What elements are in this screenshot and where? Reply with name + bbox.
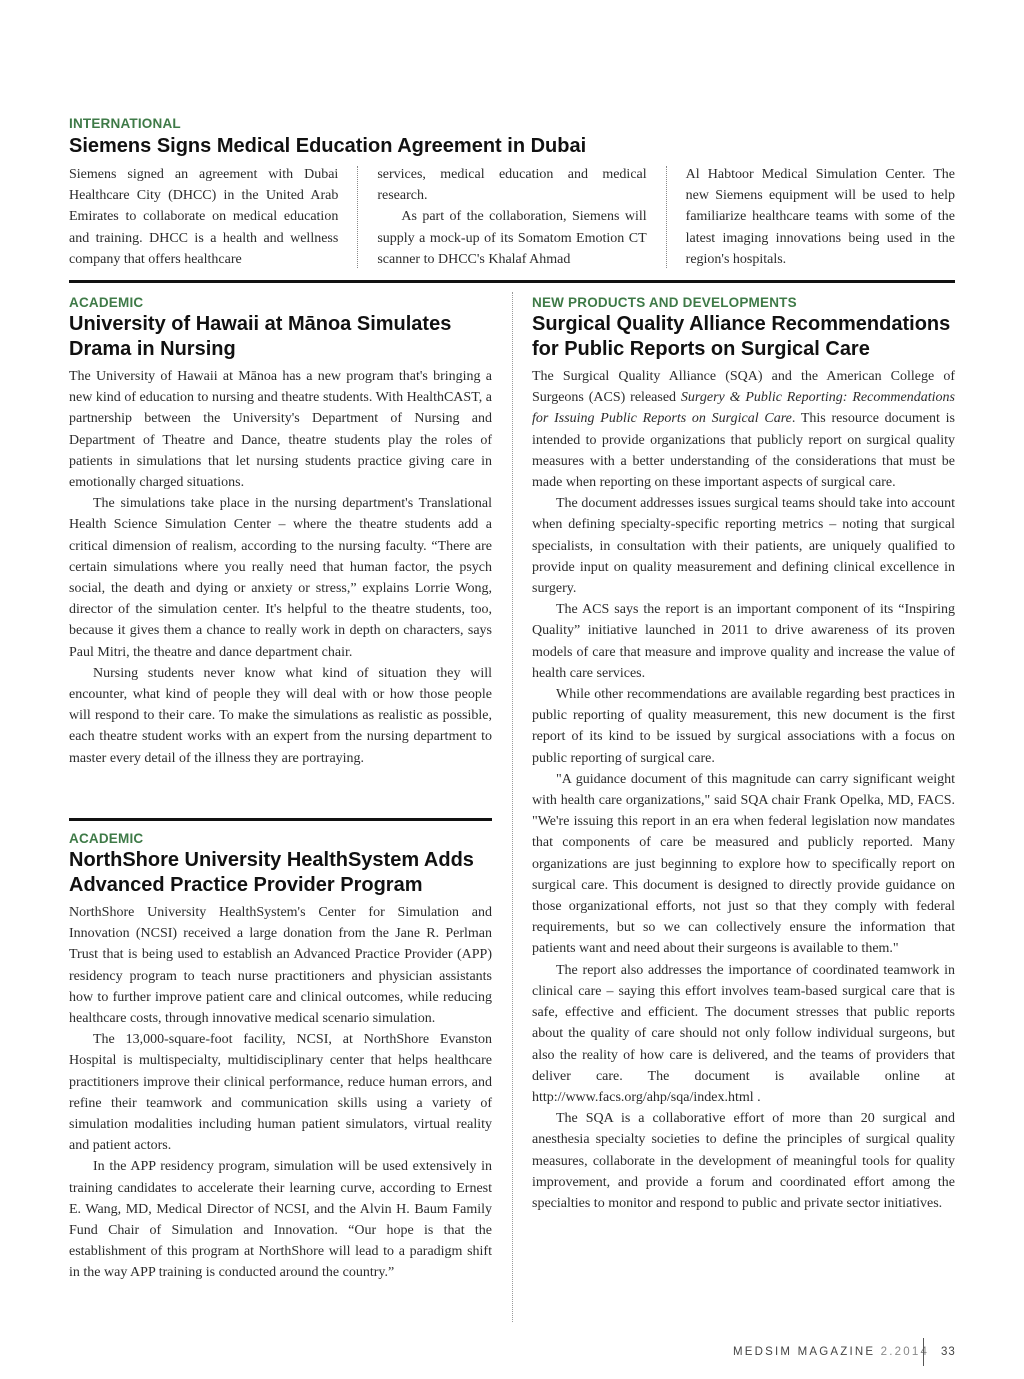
text-run: The Surgical Quality Alliance (SQA) and the American College of Surgeons (ACS) released xyxy=(532,369,955,406)
three-column-body xyxy=(69,164,955,270)
paragraph: The 13,000-square-foot facility, NCSI, at NorthShore Evanston Hospital is multispecialty, multidisciplinary center that helps healthcare practitioners improve their clinical performance, reduce human errors, and refine their teamwork and communication skills using a variety of simulation modalities including human patient simulators, virtual reality and patient actors. xyxy=(69,1032,492,1154)
paragraph: The simulations take place in the nursing department's Translational Health Science Simulation Center – where the theatre students add a critical dimension of realism, according to the nursing faculty. “There are certain simulations where you really need that human factor, the psych social, the death and dying or anxiety or stress,” explains Lorrie Wong, director of the simulation center. It's helpful to the theatre students, too, because it gives them a chance to really work in depth on characters, says Paul Mitri, the theatre and dance department chair. xyxy=(69,496,492,660)
column-2 xyxy=(377,164,646,270)
article-headline: NorthShore University HealthSystem Adds Advanced Practice Provider Program xyxy=(69,849,474,896)
paragraph: The SQA is a collaborative effort of more than 20 surgical and anesthesia specialty societies to define the principles of surgical quality measures, collaborate in the development of meaningful tools for quality improvement, and provide a forum and coordinated effort among the specialties to monitor and respond to public and private sector initiatives. xyxy=(532,1111,955,1211)
article-body xyxy=(69,366,492,769)
paragraph: The ACS says the report is an important component of its “Inspiring Quality” initiative launched in 2011 to drive awareness of its proven models of care that measure and improve quality and increase the value of health care services. xyxy=(532,602,955,681)
page-footer xyxy=(733,1338,973,1366)
paragraph: As part of the collaboration, Siemens will supply a mock-up of its Somatom Emotion CT scanner to DHCC's Khalaf Ahmad xyxy=(377,209,647,267)
article-headline: University of Hawaii at Mānoa Simulates Drama in Nursing xyxy=(69,313,452,360)
article-siemens-dubai xyxy=(69,116,955,270)
paragraph: NorthShore University HealthSystem's Center for Simulation and Innovation (NCSI) received a large donation from the Jane R. Perlman Trust that is being used to establish an Advanced Practice Provider (APP) residency program to teach nurse practitioners and physician assistants how to further improve patient care and clinical outcomes, while reducing healthcare costs, through innovative medical scenario simulation. xyxy=(69,905,492,1027)
report-title: Surgery & Public Reporting: Recommendations for Issuing Public Reports on Surgical Care xyxy=(532,390,955,427)
paragraph: The University of Hawaii at Mānoa has a new program that's bringing a new kind of education to nursing and theatre students. With HealthCAST, a partnership between the University's Department of Nursing and Department of Theatre and Dance, theatre students play the roles of patients in simulations that let nursing students practice giving care in emotionally charged situations. xyxy=(69,369,492,491)
column-1 xyxy=(69,164,338,270)
paragraph: Al Habtoor Medical Simulation Center. The new Siemens equipment will be used to help familiarize healthcare teams with some of the latest imaging innovations being used in the region's hospitals. xyxy=(685,167,955,267)
paragraph: While other recommendations are available regarding best practices in public reporting of quality measurement, this new document is the first report of its kind to be issued by surgical associations with a focus on public reporting of surgical care. xyxy=(532,687,955,766)
issue-number: 2.2014 xyxy=(880,1346,930,1358)
paragraph: The report also addresses the importance of coordinated teamwork in clinical care – saying this effort involves team-based surgical care that is safe, effective and efficient. The document stresses that public reports about the quality of care should not only follow individual surgeons, but also the reality of how care is delivered, and the teams of providers that deliver care. The document is available online at http://www.facs.org/ahp/sqa/index.html . xyxy=(532,962,955,1105)
article-body xyxy=(532,366,955,1214)
article-headline: Siemens Signs Medical Education Agreement in Dubai xyxy=(69,135,587,157)
paragraph: services, medical education and medical research. xyxy=(377,167,647,204)
magazine-title: MEDSIM MAGAZINE xyxy=(733,1346,876,1358)
paragraph: Nursing students never know what kind of situation they will encounter, what kind of people they will deal with or how those people will respond to their care. To make the simulations as realistic as possible, each theatre student works with an expert from the nursing department to master every detail of the illness they are portraying. xyxy=(69,665,492,766)
section-kicker: INTERNATIONAL xyxy=(69,116,181,131)
section-kicker: ACADEMIC xyxy=(69,295,144,310)
section-rule xyxy=(69,818,492,821)
footer-divider xyxy=(923,1338,924,1366)
section-kicker: ACADEMIC xyxy=(69,831,144,846)
magazine-name xyxy=(733,1346,929,1358)
article-body xyxy=(69,902,492,1284)
text-run: . This resource document is intended to provide organizations that publicly report on surgical quality measures with a better understanding of the considerations that must be made when reporting on these important aspects of surgical care. xyxy=(532,411,955,491)
article-northshore xyxy=(69,831,492,1284)
column-3 xyxy=(686,164,955,270)
article-surgical-quality-alliance xyxy=(532,295,955,1214)
section-rule xyxy=(69,280,955,283)
section-kicker: NEW PRODUCTS AND DEVELOPMENTS xyxy=(532,295,797,310)
column-divider xyxy=(647,164,686,270)
paragraph: In the APP residency program, simulation will be used extensively in training candidates to accelerate their learning curve, according to Ernest E. Wang, MD, Medical Director of NCSI, and the Alvin H. Baum Family Fund Chair of Simulation and Innovation. “Our hope is that the establishment of this program at NorthShore will lead to a paradigm shift in the way APP training is conducted around the country.” xyxy=(69,1159,492,1281)
paragraph xyxy=(532,366,955,493)
article-hawaii-manoa xyxy=(69,295,492,769)
article-headline: Surgical Quality Alliance Recommendations for Public Reports on Surgical Care xyxy=(532,313,951,360)
column-divider xyxy=(338,164,377,270)
column-divider xyxy=(512,292,513,1322)
paragraph: The document addresses issues surgical teams should take into account when defining specialty-specific reporting metrics – noting that surgical specialists, in consultation with their patients, are uniquely qualified to provide input on quality measurement and defining clinical excellence in surgery. xyxy=(532,496,955,597)
paragraph: Siemens signed an agreement with Dubai Healthcare City (DHCC) in the United Arab Emirates to collaborate on medical education and training. DHCC is a health and wellness company that offers healthcare xyxy=(69,167,339,267)
paragraph: "A guidance document of this magnitude can carry significant weight with health care organizations," said SQA chair Frank Opelka, MD, FACS. "We're issuing this report in an era when federal legislation now mandates that components of care be measured and publicly reported. Many organizations are just beginning to explore how to specifically report on surgical care. This document is designed to directly provide guidance on those organizational efforts, not just so that they comply with federal requirements, but so we can collectively ensure the information that patients want and need about their surgeons is available to them." xyxy=(532,771,955,957)
page-number: 33 xyxy=(941,1346,956,1358)
